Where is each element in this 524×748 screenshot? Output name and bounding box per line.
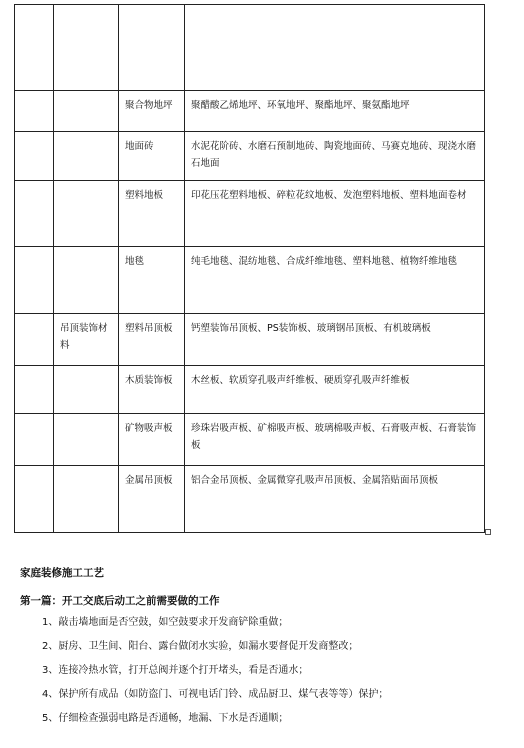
table-cell bbox=[15, 466, 54, 533]
table-cell bbox=[54, 366, 119, 414]
table-cell bbox=[54, 5, 119, 91]
table-cell bbox=[15, 414, 54, 466]
document-body bbox=[20, 566, 510, 736]
table-cell: 木质装饰板 bbox=[119, 366, 185, 414]
table-row bbox=[15, 247, 485, 314]
table-row bbox=[15, 366, 485, 414]
table-cell bbox=[185, 5, 485, 91]
table-cell bbox=[54, 247, 119, 314]
table-cell: 钙塑装饰吊顶板、PS装饰板、玻璃钢吊顶板、有机玻璃板 bbox=[185, 314, 485, 366]
table-row bbox=[15, 181, 485, 247]
table-cell bbox=[15, 366, 54, 414]
table-cell: 珍珠岩吸声板、矿棉吸声板、玻璃棉吸声板、石膏吸声板、石膏装饰板 bbox=[185, 414, 485, 466]
table-cell: 水泥花阶砖、水磨石预制地砖、陶瓷地面砖、马赛克地砖、现浇水磨石地面 bbox=[185, 132, 485, 181]
table-cell bbox=[54, 132, 119, 181]
table-cell: 矿物吸声板 bbox=[119, 414, 185, 466]
table-cell bbox=[54, 414, 119, 466]
table-cell bbox=[15, 247, 54, 314]
table-cell bbox=[15, 5, 54, 91]
list-item: 2、厨房、卫生间、阳台、露台做闭水实验，如漏水要督促开发商整改； bbox=[42, 641, 359, 652]
table-row bbox=[15, 414, 485, 466]
materials-table bbox=[14, 4, 485, 533]
table-cell: 聚醋酸乙烯地坪、环氧地坪、聚酯地坪、聚氨酯地坪 bbox=[185, 91, 485, 132]
table-cell: 塑料吊顶板 bbox=[119, 314, 185, 366]
table-cell bbox=[54, 91, 119, 132]
table-cell bbox=[119, 5, 185, 91]
table-cell bbox=[54, 181, 119, 247]
table-cell: 印花压花塑料地板、碎粒花纹地板、发泡塑料地板、塑料地面卷材 bbox=[185, 181, 485, 247]
table-cell bbox=[15, 314, 54, 366]
table-row bbox=[15, 5, 485, 91]
list-item: 1、敲击墙地面是否空鼓，如空鼓要求开发商铲除重做； bbox=[42, 617, 289, 628]
table-cell bbox=[54, 466, 119, 533]
table-cell: 金属吊顶板 bbox=[119, 466, 185, 533]
section-heading: 第一篇：开工交底后动工之前需要做的工作 bbox=[20, 595, 220, 607]
list-item: 4、保护所有成品（如防盗门、可视电话门铃、成品厨卫、煤气表等等）保护； bbox=[42, 689, 389, 700]
step-list bbox=[20, 616, 510, 726]
table-cell: 铝合金吊顶板、金属微穿孔吸声吊顶板、金属箔贴面吊顶板 bbox=[185, 466, 485, 533]
table-cell: 地毯 bbox=[119, 247, 185, 314]
table-cell bbox=[15, 91, 54, 132]
table-cell bbox=[15, 132, 54, 181]
table-row bbox=[15, 314, 485, 366]
table-cell: 聚合物地坪 bbox=[119, 91, 185, 132]
table-resize-handle[interactable] bbox=[485, 529, 491, 535]
table-cell: 吊顶装饰材料 bbox=[54, 314, 119, 366]
list-item: 3、连接冷热水管，打开总阀并逐个打开堵头，看是否通水； bbox=[42, 665, 309, 676]
table-row bbox=[15, 91, 485, 132]
table-cell bbox=[15, 181, 54, 247]
table-cell: 塑料地板 bbox=[119, 181, 185, 247]
document-title: 家庭装修施工工艺 bbox=[20, 567, 104, 579]
table-cell: 地面砖 bbox=[119, 132, 185, 181]
table-cell: 木丝板、软质穿孔吸声纤维板、硬质穿孔吸声纤维板 bbox=[185, 366, 485, 414]
list-item: 5、仔细检查强弱电路是否通畅，地漏、下水是否通顺； bbox=[42, 713, 289, 724]
table-cell: 纯毛地毯、混纺地毯、合成纤维地毯、塑料地毯、植物纤维地毯 bbox=[185, 247, 485, 314]
table-row bbox=[15, 466, 485, 533]
table-row bbox=[15, 132, 485, 181]
